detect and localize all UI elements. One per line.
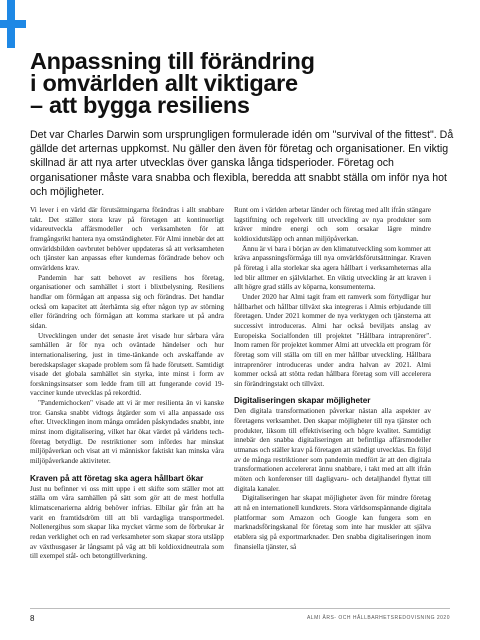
publication-name: ALMI ÅRS- OCH HÅLLBARHETSREDOVISNING 2020 — [306, 615, 450, 621]
left-column — [30, 206, 224, 562]
body-paragraph: Vi lever i en värld där förutsättningarna förändras i allt snabbare takt. Det ställer stora krav på företagen att kontinuerligt vidareutveckla affärsmodeller och verksamheten för att framgångsrikt hantera nya omständigheter. För Almi innebär det att omvärldsbilden oavbrutet behöver uppdateras så att verksamheten och tjänster kan anpassas efter kundernas förändrade behov och omvärldens krav. — [30, 206, 224, 272]
body-paragraph: Den digitala transformationen påverkar nästan alla aspekter av företagens verksamhet. Den skapar möjligheter till nya tjänster och produkter, liksom till effektivisering och högre kvalitet. Samtidigt innebär den snabba digitaliseringen att befintliga affärsmodeller utmanas och ställer krav på företagen att ständigt utvecklas. En följd av de många restriktioner som pandemin medfört är att den digitala transformationen accelererat ännu snabbare, i takt med att allt ifrån möten och konferenser till dagligvaru- och detaljhandel flyttat till digitala kanaler. — [234, 407, 431, 493]
section-heading-sustainability: Kraven på att företag ska agera hållbart ökar — [30, 473, 204, 483]
body-paragraph: Pandemin har satt behovet av resiliens hos företag, organisationer och samhället i stort i blixtbelysning. Resiliens handlar om förmågan att anpassa sig och förändras. Det handlar också om kapacitet att återhämta sig efter någon typ av störning eller förändring och förmågan att komma starkare ut på andra sidan. — [30, 273, 224, 330]
lead-paragraph: Det var Charles Darwin som ursprungligen formulerade idén om "survival of the fittest". Då gällde det arternas uppkomst. Nu gäller den även för företag och organisationer. En viktig skillnad är att nya arter utvecklas över ganska långa tidsperioder. Företag och organisationer måste vara snabba och flexibla, beredda att snabbt ställa om inför nya hot och möjligheter. — [30, 129, 454, 198]
body-paragraph: "Pandemichocken" visade att vi är mer resilienta än vi kanske tror. Ganska snabbt vidtogs åtgärder som vi alla anpassade oss efter. Utvecklingen inom många områden påskyndades snabbt, inte minst inom digitalisering, vilket har ökat värdet på världens tech-företag betydligt. De restriktioner som infördes har minskat miljöpåverkan och visat att vi människor faktiskt kan minska våra miljöpåverkande aktiviteter. — [30, 399, 224, 466]
page-number: 8 — [30, 614, 35, 623]
section-heading-digitalization: Digitaliseringen skapar möjligheter — [234, 396, 371, 406]
page-title — [30, 50, 460, 116]
right-column — [234, 206, 431, 552]
title-line-1: Anpassning till förändring — [30, 48, 315, 74]
body-paragraph: Under 2020 har Almi tagit fram ett ramverk som förtydligar hur hållbarhet och hållbar tillväxt ska integreras i Almis erbjudande till företagen. Under 2021 kommer de nya verktygen och tjänsterna att successivt introduceras. Almi har också beviljats anslag av Europeiska Socialfonden till projektet "Hållbara intraprenörer". Inom ramen för projektet kommer Almi att utveckla ett program för företag som vill ställa om till en mer hållbar utveckling. Hållbara intraprenörer introduceras under andra halvan av 2021. Almi kommer också att stötta redan hållbara företag som vill accelerera sin förändringstakt och tillväxt. — [234, 292, 431, 388]
body-paragraph: Utvecklingen under det senaste året visade hur sårbara våra samhällen är för nya och oväntade händelser och hur internationalisering, just in time-tänkande och avskaffande av beredskapslager skapade problem som få hade förutsett. Samtidigt visade det globala samhället sin styrka, inte minst i form av forskningsinsatser som ledde fram till att fungerande covid 19-vacciner kunde utvecklas på rekordtid. — [30, 331, 224, 398]
body-paragraph: Runt om i världen arbetar länder och företag med allt ifrån stängare lagstiftning och regelverk till utveckling av nya produkter som kräver mindre energi och som orsakar lägre mindre koldioxidutsläpp och annan miljöpåverkan. — [234, 206, 431, 243]
body-paragraph: Digitaliseringen har skapat möjligheter även för mindre företag att nå en internationell kundkrets. Stora världsomspännande digitala plattformar som Amazon och Google kan fungera som en marknadsföringskanal för företag som inte har muskler att själva etablera sig på exportmarknader. Den snabba digitaliseringen inom finansiella tjänster, så — [234, 494, 431, 551]
footer-divider — [30, 608, 450, 609]
corner-mark-horizontal — [0, 20, 26, 28]
corner-plus-mark — [0, 0, 26, 48]
body-paragraph: Just nu befinner vi oss mitt uppe i ett skifte som ställer mot att ställa om våra samhällen på sätt som gör att de mest hotfulla klimatscenarierna aldrig behöver infrias. Elbilar går från att ha varit en framtidsdröm till att bli vardagliga transportmedel. Nollenergihus som skapar lika mycket värme som de förbrukar är redan verklighet och en rad verksamheter som skapar stora utsläpp av växthusgaser är långsamt på väg att bli koldioxidneutrala som till exempel stål- och betongtillverkning. — [30, 484, 224, 561]
body-paragraph: Ännu är vi bara i början av den klimatutveckling som kommer att kräva anpassningsförmåga till nya omvärldsförutsättningar. Kraven på företag i alla storlekar ska agera hållbart i verksamheternas alla led blir alltmer en självklarhet. En viktig utveckling är att kraven i allt högre grad ställs av köparna, konsumenterna. — [234, 244, 431, 292]
title-line-2: i omvärlden allt viktigare — [30, 70, 298, 96]
title-line-3: – att bygga resiliens — [30, 92, 250, 118]
